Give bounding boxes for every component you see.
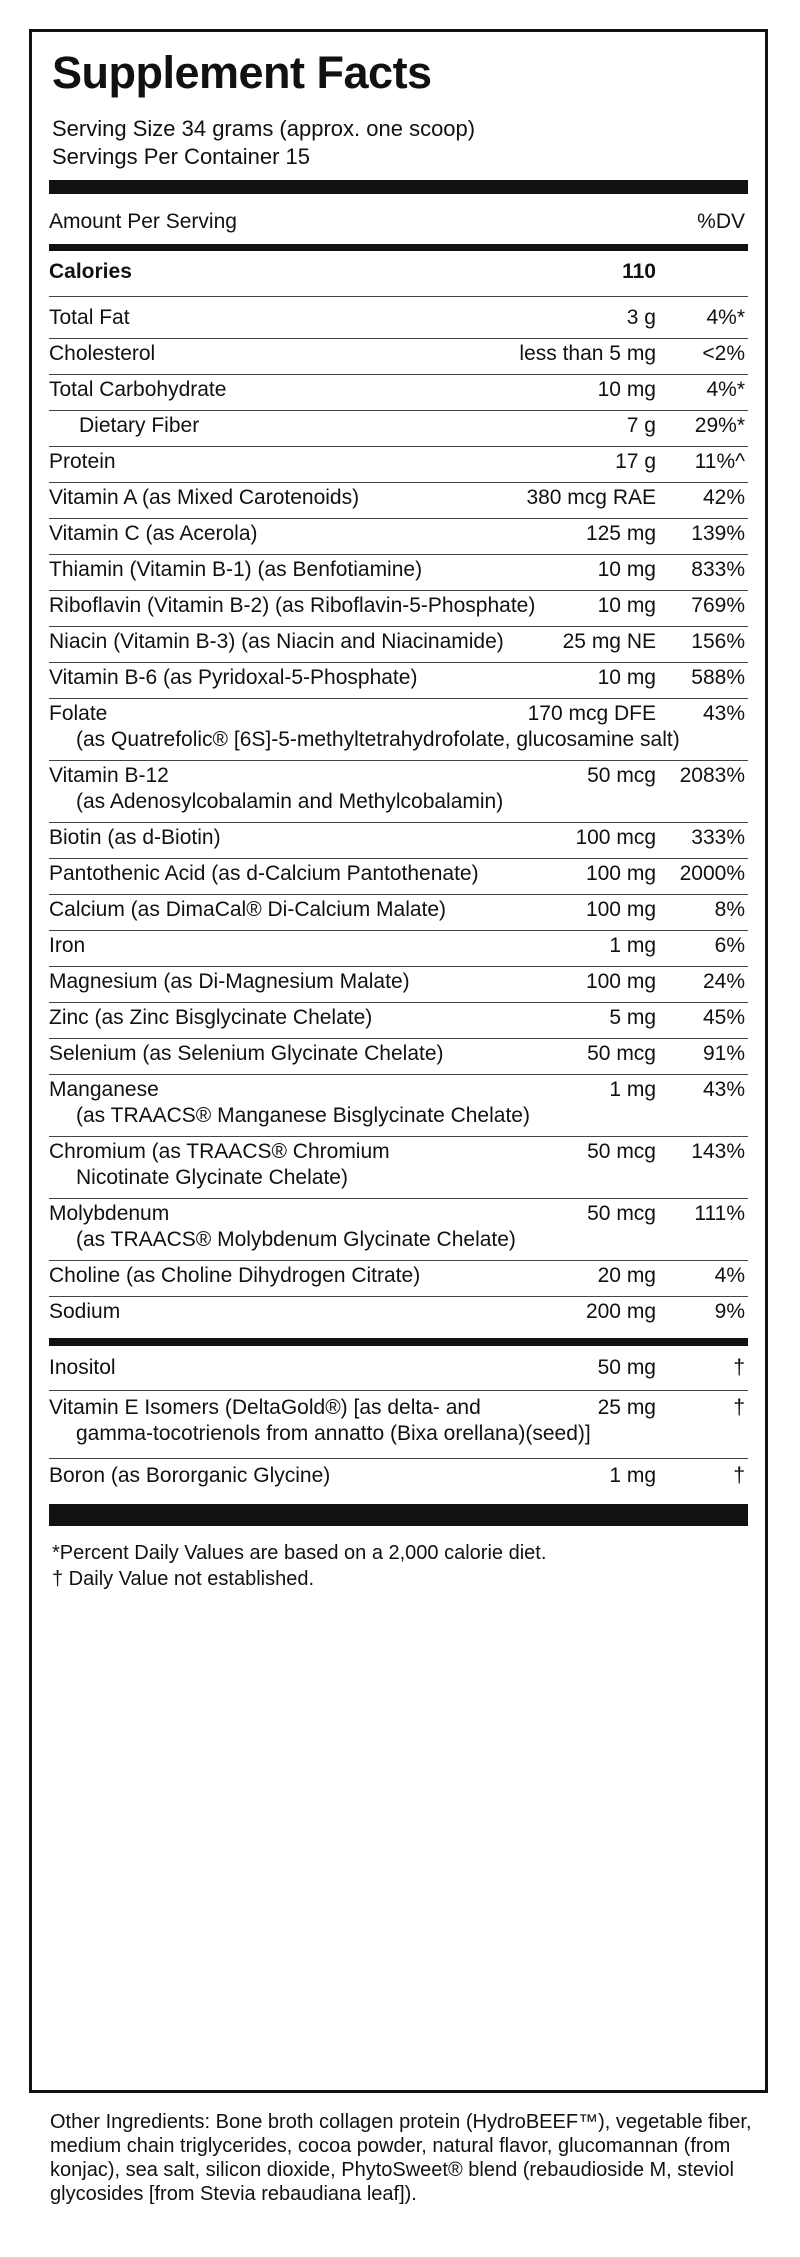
nutrient-amount: 200 mg bbox=[585, 1300, 656, 1323]
nutrient-name: Choline (as Choline Dihydrogen Citrate) bbox=[49, 1264, 421, 1287]
nutrient-name: Sodium bbox=[49, 1300, 121, 1323]
row-separator bbox=[49, 554, 748, 555]
nutrient-source: (as TRAACS® Manganese Bisglycinate Chelate) bbox=[76, 1104, 530, 1127]
nutrient-name: Cholesterol bbox=[49, 342, 156, 365]
nutrient-daily-value: 29%* bbox=[694, 414, 745, 437]
nutrient-daily-value: 8% bbox=[714, 898, 745, 921]
row-separator bbox=[49, 410, 748, 411]
nutrient-source: Nicotinate Glycinate Chelate) bbox=[76, 1166, 348, 1189]
nutrient-amount: 380 mcg RAE bbox=[526, 486, 656, 509]
row-separator bbox=[49, 662, 748, 663]
nutrient-source: (as Quatrefolic® [6S]-5-methyltetrahydrofolate, glucosamine salt) bbox=[76, 728, 680, 751]
nutrient-amount: 10 mg bbox=[597, 558, 656, 581]
nutrient-name: Inositol bbox=[49, 1356, 116, 1379]
nutrient-name: Vitamin B-12 bbox=[49, 764, 169, 787]
row-separator bbox=[49, 966, 748, 967]
nutrient-amount: 25 mg NE bbox=[562, 630, 656, 653]
nutrient-name: Chromium (as TRAACS® Chromium bbox=[49, 1140, 390, 1163]
row-separator bbox=[49, 338, 748, 339]
nutrient-amount: 125 mg bbox=[585, 522, 656, 545]
nutrient-amount: 1 mg bbox=[609, 1464, 656, 1487]
row-separator bbox=[49, 1198, 748, 1199]
nutrient-name: Dietary Fiber bbox=[79, 414, 200, 437]
amount-per-serving-label: Amount Per Serving bbox=[49, 210, 237, 233]
nutrient-name: Thiamin (Vitamin B-1) (as Benfotiamine) bbox=[49, 558, 423, 581]
nutrient-daily-value: 588% bbox=[691, 666, 745, 689]
nutrient-amount: 1 mg bbox=[609, 934, 656, 957]
nutrient-daily-value: 833% bbox=[691, 558, 745, 581]
nutrient-daily-value: 2083% bbox=[679, 764, 745, 787]
row-separator bbox=[49, 590, 748, 591]
nutrient-amount: 50 mcg bbox=[587, 1042, 656, 1065]
nutrient-name: Molybdenum bbox=[49, 1202, 170, 1225]
nutrient-name: Total Carbohydrate bbox=[49, 378, 227, 401]
nutrient-name: Total Fat bbox=[49, 306, 130, 329]
nutrient-daily-value: 11%^ bbox=[694, 450, 745, 473]
row-separator bbox=[49, 760, 748, 761]
nutrient-daily-value: 45% bbox=[702, 1006, 745, 1029]
row-separator bbox=[49, 1458, 748, 1459]
nutrient-daily-value: † bbox=[733, 1356, 745, 1379]
thick-divider-top bbox=[49, 180, 748, 194]
serving-size: Serving Size 34 grams (approx. one scoop) bbox=[52, 116, 476, 141]
nutrient-name: Selenium (as Selenium Glycinate Chelate) bbox=[49, 1042, 444, 1065]
nutrient-amount: 100 mg bbox=[585, 970, 656, 993]
row-separator bbox=[49, 1038, 748, 1039]
row-separator bbox=[49, 1260, 748, 1261]
supplement-facts-panel bbox=[29, 29, 768, 2093]
nutrient-amount: 3 g bbox=[626, 306, 656, 329]
row-separator bbox=[49, 1002, 748, 1003]
nutrient-daily-value: 42% bbox=[702, 486, 745, 509]
nutrient-name: Vitamin C (as Acerola) bbox=[49, 522, 258, 545]
nutrient-daily-value: <2% bbox=[702, 342, 745, 365]
nutrient-daily-value: † bbox=[733, 1464, 745, 1487]
row-separator bbox=[49, 1390, 748, 1391]
dv-header-label: %DV bbox=[697, 210, 745, 233]
other-ingredients: Other Ingredients: Bone broth collagen protein (HydroBEEF™), vegetable fiber, medium chain triglycerides, cocoa powder, natural flavor, glucomannan (from konjac), sea salt, silicon dioxide, PhytoSweet® blend (rebaudioside M, steviol glycosides [from Stevia rebaudiana leaf]). bbox=[50, 2111, 752, 2205]
row-separator bbox=[49, 1296, 748, 1297]
nutrient-daily-value: 111% bbox=[694, 1202, 745, 1225]
nutrient-name: Magnesium (as Di-Magnesium Malate) bbox=[49, 970, 410, 993]
nutrient-daily-value: 2000% bbox=[679, 862, 745, 885]
nutrient-amount: less than 5 mg bbox=[519, 342, 656, 365]
row-separator bbox=[49, 374, 748, 375]
nutrient-daily-value: 4% bbox=[714, 1264, 745, 1287]
nutrient-daily-value: 91% bbox=[702, 1042, 745, 1065]
calories-label: Calories bbox=[49, 260, 132, 283]
nutrient-source: (as TRAACS® Molybdenum Glycinate Chelate) bbox=[76, 1228, 516, 1251]
nutrient-amount: 50 mg bbox=[597, 1356, 656, 1379]
nutrient-daily-value: † bbox=[733, 1396, 745, 1419]
nutrient-name: Folate bbox=[49, 702, 108, 725]
row-separator bbox=[49, 930, 748, 931]
nutrient-name: Riboflavin (Vitamin B-2) (as Riboflavin-5-Phosphate) bbox=[49, 594, 536, 617]
nutrient-amount: 17 g bbox=[615, 450, 656, 473]
nutrient-daily-value: 4%* bbox=[706, 306, 745, 329]
nutrient-daily-value: 43% bbox=[702, 702, 745, 725]
nutrient-daily-value: 4%* bbox=[706, 378, 745, 401]
nutrient-amount: 25 mg bbox=[597, 1396, 656, 1419]
nutrient-name: Pantothenic Acid (as d-Calcium Pantothenate) bbox=[49, 862, 479, 885]
nutrient-amount: 100 mcg bbox=[575, 826, 656, 849]
nutrient-name: Vitamin B-6 (as Pyridoxal-5-Phosphate) bbox=[49, 666, 418, 689]
nutrient-daily-value: 139% bbox=[691, 522, 745, 545]
row-separator bbox=[49, 1074, 748, 1075]
row-separator bbox=[49, 822, 748, 823]
nutrient-amount: 5 mg bbox=[609, 1006, 656, 1029]
row-separator bbox=[49, 858, 748, 859]
row-separator bbox=[49, 482, 748, 483]
nutrient-amount: 10 mg bbox=[597, 666, 656, 689]
nutrient-name: Vitamin A (as Mixed Carotenoids) bbox=[49, 486, 360, 509]
row-separator bbox=[49, 1136, 748, 1137]
thick-divider-bottom bbox=[49, 1504, 748, 1526]
nutrient-source: gamma-tocotrienols from annatto (Bixa orellana)(seed)] bbox=[76, 1422, 591, 1445]
servings-per-container: Servings Per Container 15 bbox=[52, 144, 311, 169]
nutrient-amount: 50 mcg bbox=[587, 1140, 656, 1163]
nutrient-daily-value: 24% bbox=[702, 970, 745, 993]
row-separator bbox=[49, 698, 748, 699]
row-separator bbox=[49, 296, 748, 297]
nutrient-amount: 100 mg bbox=[585, 862, 656, 885]
panel-title: Supplement Facts bbox=[52, 47, 432, 98]
nutrient-name: Vitamin E Isomers (DeltaGold®) [as delta- and bbox=[49, 1396, 481, 1419]
nutrient-amount: 20 mg bbox=[597, 1264, 656, 1287]
nutrient-amount: 50 mcg bbox=[587, 764, 656, 787]
nutrient-daily-value: 43% bbox=[702, 1078, 745, 1101]
nutrient-amount: 10 mg bbox=[597, 594, 656, 617]
nutrient-name: Niacin (Vitamin B-3) (as Niacin and Niacinamide) bbox=[49, 630, 504, 653]
footnote-percent-dv: *Percent Daily Values are based on a 2,000 calorie diet. bbox=[52, 1542, 547, 1564]
medium-divider bbox=[49, 244, 748, 251]
nutrient-name: Iron bbox=[49, 934, 86, 957]
calories-value: 110 bbox=[622, 260, 656, 283]
nutrient-name: Calcium (as DimaCal® Di-Calcium Malate) bbox=[49, 898, 447, 921]
nutrient-name: Boron (as Bororganic Glycine) bbox=[49, 1464, 331, 1487]
thick-divider-middle bbox=[49, 1338, 748, 1346]
nutrient-amount: 10 mg bbox=[597, 378, 656, 401]
nutrient-name: Zinc (as Zinc Bisglycinate Chelate) bbox=[49, 1006, 373, 1029]
row-separator bbox=[49, 446, 748, 447]
footnote-not-established: † Daily Value not established. bbox=[52, 1568, 315, 1590]
nutrient-daily-value: 156% bbox=[691, 630, 745, 653]
nutrient-daily-value: 6% bbox=[714, 934, 745, 957]
nutrient-amount: 170 mcg DFE bbox=[527, 702, 656, 725]
nutrient-name: Protein bbox=[49, 450, 116, 473]
row-separator bbox=[49, 518, 748, 519]
nutrient-source: (as Adenosylcobalamin and Methylcobalamin) bbox=[76, 790, 504, 813]
nutrient-amount: 100 mg bbox=[585, 898, 656, 921]
nutrient-amount: 1 mg bbox=[609, 1078, 656, 1101]
nutrient-daily-value: 769% bbox=[691, 594, 745, 617]
nutrient-daily-value: 9% bbox=[714, 1300, 745, 1323]
row-separator bbox=[49, 626, 748, 627]
nutrient-name: Manganese bbox=[49, 1078, 159, 1101]
nutrient-amount: 7 g bbox=[626, 414, 656, 437]
row-separator bbox=[49, 894, 748, 895]
nutrient-amount: 50 mcg bbox=[587, 1202, 656, 1225]
nutrient-daily-value: 333% bbox=[691, 826, 745, 849]
nutrient-daily-value: 143% bbox=[691, 1140, 745, 1163]
nutrient-name: Biotin (as d-Biotin) bbox=[49, 826, 221, 849]
